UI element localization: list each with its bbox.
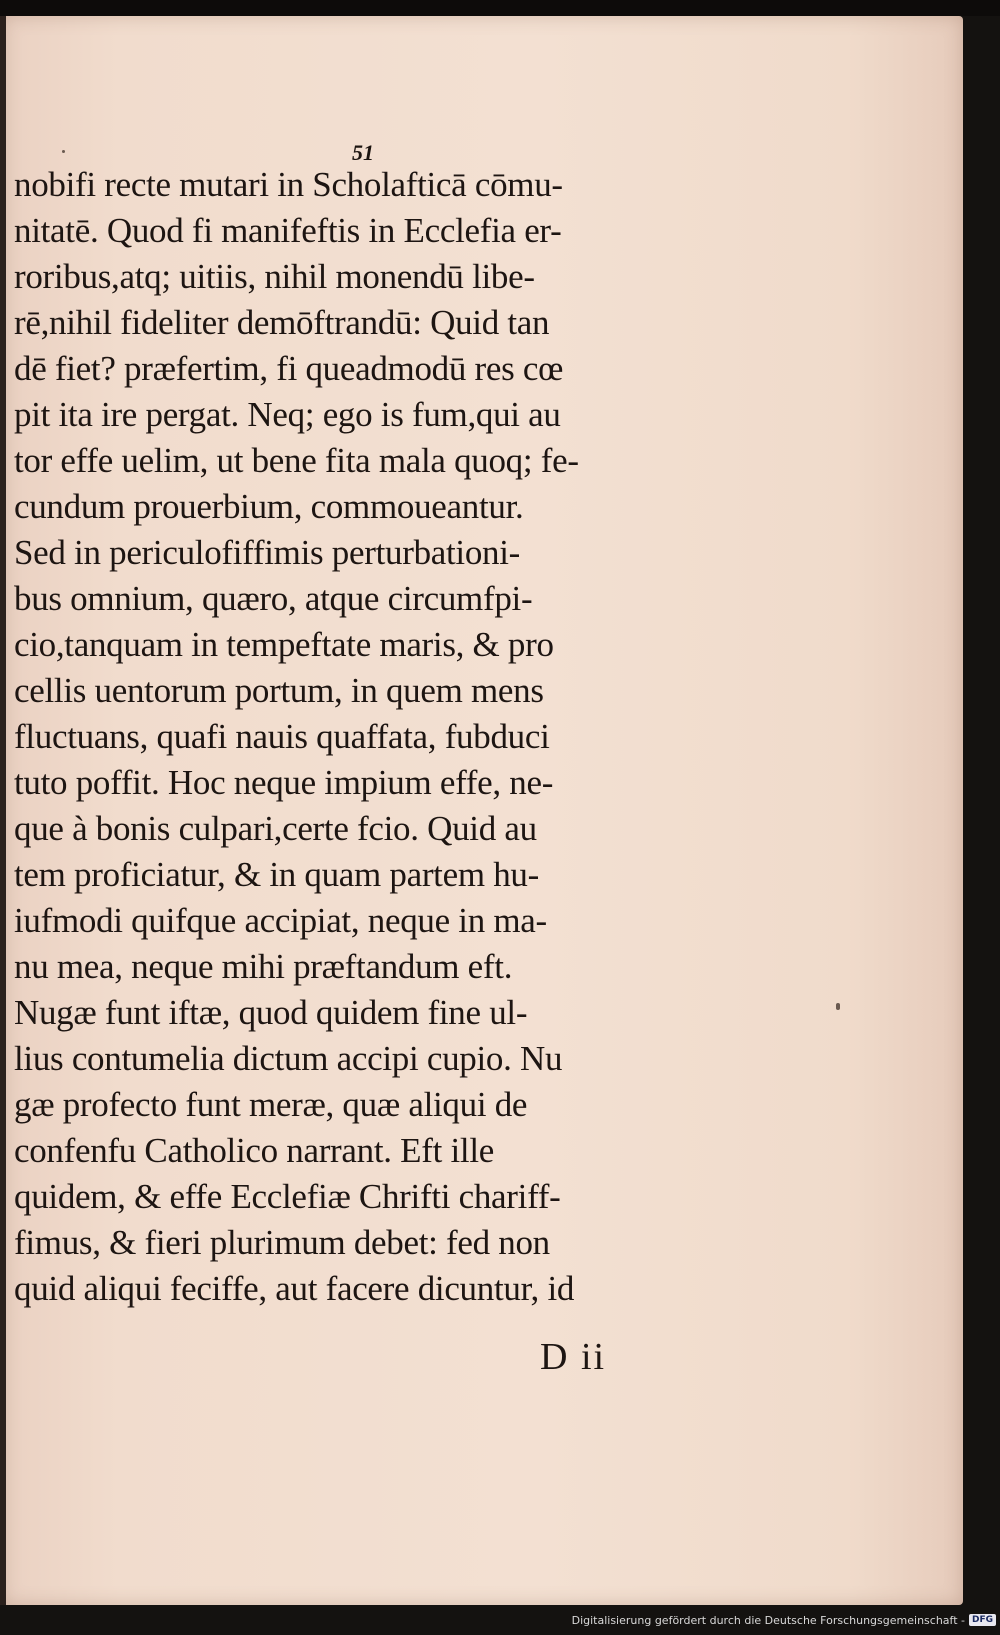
page-text bbox=[14, 162, 714, 1312]
text-line: tuto poffit. Hoc neque impium effe, ne- bbox=[14, 763, 554, 802]
text-line: bus omnium, quæro, atque circumfpi- bbox=[14, 579, 533, 618]
text-line: Sed in periculofiffimis perturbationi- bbox=[14, 533, 521, 572]
text-line: pit ita ire pergat. Neq; ego is fum,qui au bbox=[14, 395, 561, 434]
dfg-logo-icon: DFG bbox=[969, 1614, 996, 1626]
text-line: tor effe uelim, ut bene fita mala quoq; fe- bbox=[14, 441, 579, 480]
text-line: iufmodi quifque accipiat, neque in ma- bbox=[14, 901, 547, 940]
text-line: roribus,atq; uitiis, nihil monendū libe- bbox=[14, 257, 535, 296]
text-line: nobifi recte mutari in Scholafticā cōmu- bbox=[14, 165, 563, 204]
text-line: tem proficiatur, & in quam partem hu- bbox=[14, 855, 539, 894]
text-line: cio,tanquam in tempeftate maris, & pro bbox=[14, 625, 554, 664]
text-line: confenfu Catholico narrant. Eft ille bbox=[14, 1131, 494, 1170]
folio-number: 51 bbox=[352, 140, 374, 165]
top-border bbox=[0, 0, 1000, 16]
text-line: cundum prouerbium, commoueantur. bbox=[14, 487, 524, 526]
text-line: lius contumelia dictum accipi cupio. Nu bbox=[14, 1039, 563, 1078]
signature-mark: D ii bbox=[540, 1336, 607, 1378]
text-line: cellis uentorum portum, in quem mens bbox=[14, 671, 544, 710]
text-line: nitatē. Quod fi manifeftis in Ecclefia er- bbox=[14, 211, 562, 250]
text-line: quid aliqui feciffe, aut facere dicuntur, id bbox=[14, 1269, 575, 1308]
text-line: dē fiet? præfertim, fi queadmodū res cœ bbox=[14, 349, 564, 388]
text-line: nu mea, neque mihi præftandum eft. bbox=[14, 947, 513, 986]
text-line: que à bonis culpari,certe fcio. Quid au bbox=[14, 809, 537, 848]
text-line: gæ profecto funt meræ, quæ aliqui de bbox=[14, 1085, 528, 1124]
ink-speck bbox=[836, 1003, 840, 1010]
text-line: fluctuans, quafi nauis quaffata, fubduci bbox=[14, 717, 550, 756]
text-line: Nugæ funt iftæ, quod quidem fine ul- bbox=[14, 993, 528, 1032]
text-line: fimus, & fieri plurimum debet: fed non bbox=[14, 1223, 550, 1262]
ink-speck bbox=[62, 150, 65, 153]
funding-credit: Digitalisierung gefördert durch die Deutsche Forschungsgemeinschaft - bbox=[571, 1613, 965, 1627]
text-line: rē,nihil fideliter demōftrandū: Quid tan bbox=[14, 303, 550, 342]
page-gutter bbox=[0, 16, 6, 1605]
digitization-footer bbox=[572, 1608, 996, 1632]
text-line: quidem, & effe Ecclefiæ Chrifti chariff- bbox=[14, 1177, 561, 1216]
